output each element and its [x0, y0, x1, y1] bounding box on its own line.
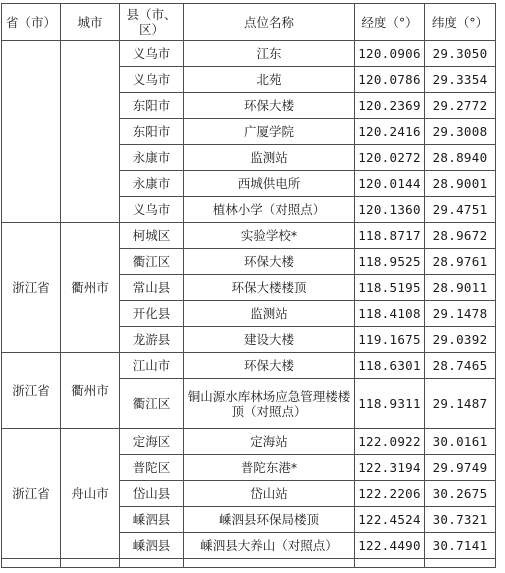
city-cell: 舟山市 — [61, 429, 120, 559]
table-row — [2, 429, 496, 455]
county-cell: 嵊泗县 — [120, 507, 184, 533]
county-cell: 普陀区 — [120, 455, 184, 481]
site-name-cell: 江东 — [184, 41, 355, 67]
site-name-cell: 环保大楼 — [184, 93, 355, 119]
county-cell: 东阳市 — [120, 93, 184, 119]
longitude-cell: 120.2369 — [355, 93, 425, 119]
latitude-cell: 29.0392 — [425, 327, 496, 353]
county-cell: 东阳市 — [120, 119, 184, 145]
county-cell: 龙游县 — [120, 327, 184, 353]
county-cell: 永康市 — [120, 171, 184, 197]
latitude-cell: 28.7465 — [425, 353, 496, 379]
header-province: 省（市） — [2, 4, 61, 41]
site-name-cell: 环保大楼楼顶 — [184, 275, 355, 301]
latitude-cell: 30.7141 — [425, 533, 496, 559]
county-cell: 定海区 — [120, 429, 184, 455]
latitude-cell: 29.9749 — [425, 455, 496, 481]
longitude-cell: 120.1360 — [355, 197, 425, 223]
header-latitude: 纬度（°） — [425, 4, 496, 41]
empty-cell — [120, 559, 184, 568]
site-name-cell: 北苑 — [184, 67, 355, 93]
site-name-cell: 植林小学（对照点） — [184, 197, 355, 223]
longitude-cell: 118.9311 — [355, 379, 425, 429]
county-cell: 常山县 — [120, 275, 184, 301]
latitude-cell: 29.4751 — [425, 197, 496, 223]
latitude-cell: 30.7321 — [425, 507, 496, 533]
county-cell: 义乌市 — [120, 67, 184, 93]
header-site-name: 点位名称 — [184, 4, 355, 41]
latitude-cell: 29.2772 — [425, 93, 496, 119]
site-name-cell: 普陀东港* — [184, 455, 355, 481]
longitude-cell: 120.0906 — [355, 41, 425, 67]
site-name-cell: 西城供电所 — [184, 171, 355, 197]
county-cell: 江山市 — [120, 353, 184, 379]
longitude-cell: 122.2206 — [355, 481, 425, 507]
table-row — [2, 223, 496, 249]
longitude-cell: 122.4524 — [355, 507, 425, 533]
site-name-cell: 嵊泗县环保局楼顶 — [184, 507, 355, 533]
monitoring-sites-table — [1, 3, 496, 568]
province-cell — [2, 41, 61, 223]
longitude-cell: 118.8717 — [355, 223, 425, 249]
longitude-cell: 122.4490 — [355, 533, 425, 559]
latitude-cell: 29.3354 — [425, 67, 496, 93]
county-cell: 义乌市 — [120, 41, 184, 67]
site-name-cell: 岱山站 — [184, 481, 355, 507]
latitude-cell: 28.9672 — [425, 223, 496, 249]
site-name-cell: 建设大楼 — [184, 327, 355, 353]
longitude-cell: 120.0144 — [355, 171, 425, 197]
longitude-cell: 120.2416 — [355, 119, 425, 145]
site-name-cell: 广厦学院 — [184, 119, 355, 145]
site-name-cell: 环保大楼 — [184, 353, 355, 379]
site-name-cell: 嵊泗县大养山（对照点） — [184, 533, 355, 559]
latitude-cell: 28.9001 — [425, 171, 496, 197]
county-cell: 柯城区 — [120, 223, 184, 249]
longitude-cell: 118.4108 — [355, 301, 425, 327]
county-cell: 义乌市 — [120, 197, 184, 223]
longitude-cell: 118.9525 — [355, 249, 425, 275]
longitude-cell: 119.1675 — [355, 327, 425, 353]
header-city: 城市 — [61, 4, 120, 41]
city-cell — [61, 41, 120, 223]
header-row — [2, 4, 496, 41]
table-row — [2, 41, 496, 67]
longitude-cell: 122.3194 — [355, 455, 425, 481]
empty-cell — [61, 559, 120, 568]
longitude-cell: 122.0922 — [355, 429, 425, 455]
latitude-cell: 29.3050 — [425, 41, 496, 67]
latitude-cell: 28.8940 — [425, 145, 496, 171]
longitude-cell: 120.0272 — [355, 145, 425, 171]
latitude-cell: 29.1478 — [425, 301, 496, 327]
county-cell: 嵊泗县 — [120, 533, 184, 559]
city-cell: 衢州市 — [61, 353, 120, 429]
site-name-cell: 铜山源水库林场应急管理楼楼顶（对照点） — [184, 379, 355, 429]
site-name-cell: 环保大楼 — [184, 249, 355, 275]
empty-cell — [2, 559, 61, 568]
longitude-cell: 118.5195 — [355, 275, 425, 301]
county-cell: 岱山县 — [120, 481, 184, 507]
city-cell: 衢州市 — [61, 223, 120, 353]
longitude-cell: 118.6301 — [355, 353, 425, 379]
site-name-cell: 实验学校* — [184, 223, 355, 249]
county-cell: 永康市 — [120, 145, 184, 171]
empty-cell — [425, 559, 496, 568]
site-name-cell: 定海站 — [184, 429, 355, 455]
table-row — [2, 353, 496, 379]
header-county: 县（市、区） — [120, 4, 184, 41]
longitude-cell: 120.0786 — [355, 67, 425, 93]
latitude-cell: 29.1487 — [425, 379, 496, 429]
empty-cell — [355, 559, 425, 568]
header-longitude: 经度（°） — [355, 4, 425, 41]
site-name-cell: 监测站 — [184, 145, 355, 171]
latitude-cell: 30.2675 — [425, 481, 496, 507]
county-cell: 衢江区 — [120, 379, 184, 429]
site-name-cell: 监测站 — [184, 301, 355, 327]
latitude-cell: 29.3008 — [425, 119, 496, 145]
latitude-cell: 28.9011 — [425, 275, 496, 301]
latitude-cell: 30.0161 — [425, 429, 496, 455]
province-cell: 浙江省 — [2, 223, 61, 353]
table-row-partial — [2, 559, 496, 568]
province-cell: 浙江省 — [2, 353, 61, 429]
province-cell: 浙江省 — [2, 429, 61, 559]
latitude-cell: 28.9761 — [425, 249, 496, 275]
county-cell: 衢江区 — [120, 249, 184, 275]
empty-cell — [184, 559, 355, 568]
county-cell: 开化县 — [120, 301, 184, 327]
